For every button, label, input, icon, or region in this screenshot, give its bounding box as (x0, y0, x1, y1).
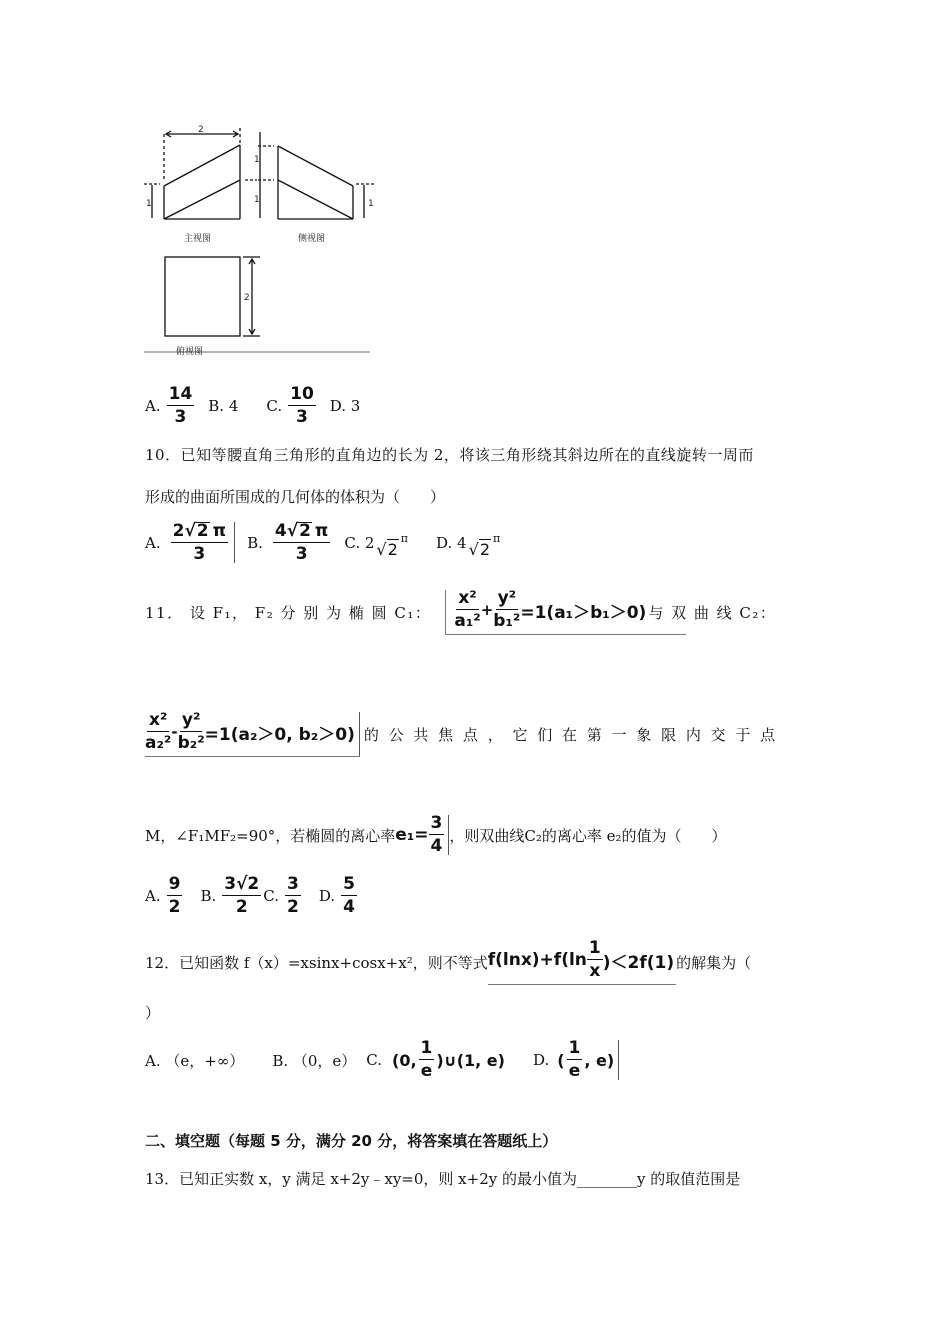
q9-option-a-fraction (167, 386, 195, 426)
side-view-label: 侧视图 (298, 234, 326, 244)
interval-part-b: )∪(1, e) (436, 1050, 505, 1070)
frac-den: 3 (174, 407, 187, 427)
ineq-part-b: )＜2f(1) (602, 952, 675, 973)
ellipse-tail: =1(a₁＞b₁＞0) (520, 602, 647, 623)
frac-num: x² (458, 588, 477, 608)
q10-option-d-radicand: 2 (479, 539, 490, 559)
radicand: 2 (196, 521, 209, 541)
q12-tail: 的解集为（ (676, 954, 752, 972)
q9-option-c-fraction (288, 386, 316, 426)
interval-part-a: (0, (392, 1050, 417, 1070)
q10-option-a-fraction: $\frac{2√2 \pi}{3}$ (171, 522, 235, 563)
q11-option-c-fraction (285, 876, 301, 916)
q11-line3 (145, 815, 727, 855)
frac-num: 1 (420, 1038, 433, 1058)
coef: 4 (274, 521, 287, 541)
q11-mid: 与 双 曲 线 C₂： (648, 604, 777, 622)
dim-side-left-low: 1 (254, 195, 260, 205)
frac-num: 9 (168, 874, 181, 894)
interval-part-a: ( (557, 1050, 565, 1070)
frac-num: 3√2 (224, 874, 260, 894)
q12-option-a: A. （e，+∞） (145, 1051, 245, 1070)
q11-line2 (145, 712, 778, 757)
q11-option-b-fraction (222, 876, 261, 916)
radicand: 2 (299, 521, 311, 541)
three-view-figure (140, 122, 380, 362)
q9-option-a-label: A. (145, 397, 161, 415)
q9-option-b: B. 4 (208, 397, 239, 415)
q11-line3-head: M，∠F₁MF₂=90°，若椭圆的离心率 (145, 826, 396, 845)
frac-num: 14 (168, 384, 193, 404)
pi-symbol: π (212, 521, 227, 541)
q11-option-b-label: B. (200, 887, 217, 905)
frac-den: a₂² (145, 733, 172, 753)
frac-den: b₂² (177, 733, 205, 753)
q11-option-d-label: D. (318, 887, 336, 905)
q10-option-d-pi: π (493, 532, 501, 545)
q12-inequality (488, 940, 676, 985)
q10-options: A. $\frac{2√2 \pi}{3}$ B. $\frac{4√2 \pi}{3}$ C. 2 √2 π D. 4 √2 π (145, 521, 501, 564)
interval-part-b: , e) (584, 1050, 615, 1070)
frac-num: 10 (290, 384, 314, 404)
frac-den: e (420, 1061, 433, 1081)
ineq-part-a: f(lnx)+f(ln (487, 950, 587, 970)
dim-width-label: 2 (198, 125, 204, 135)
coef: 2 (172, 521, 185, 541)
q10-option-c-pi: π (400, 532, 409, 545)
q12-line2: ） (145, 1004, 161, 1022)
front-view-label: 主视图 (184, 234, 212, 244)
q12-options (145, 1040, 619, 1080)
frac-den: 3 (193, 544, 206, 564)
q9-options (145, 386, 360, 426)
q10-option-b-fraction: $\frac{4√2 \pi}{3}$ (274, 521, 329, 564)
q10-option-c-radicand: 2 (387, 539, 398, 559)
minus-sign: - (171, 723, 178, 741)
frac-num: 1 (588, 938, 601, 958)
frac-den: 4 (343, 897, 355, 917)
frac-den: 2 (168, 897, 181, 917)
q12-option-d-label: D. (532, 1051, 550, 1069)
e1-symbol: e₁= (395, 825, 429, 845)
frac-num: 5 (343, 874, 355, 894)
hyperbola-equation (145, 712, 360, 757)
frac-den: 3 (296, 407, 308, 427)
q10-option-c-label: C. 2 (344, 533, 375, 552)
frac-den: x (589, 961, 601, 981)
q9-option-d: D. 3 (329, 397, 361, 415)
q11-option-a-fraction (167, 876, 183, 916)
q12-option-c-label: C. (366, 1051, 383, 1069)
e1-expression (395, 815, 449, 855)
q11-options (145, 876, 357, 916)
frac-num: 1 (568, 1038, 581, 1058)
q11-option-c-label: C. (263, 887, 279, 905)
q11-line2-tail: 的 公 共 焦 点 ， 它 们 在 第 一 象 限 内 交 于 点 (363, 726, 778, 744)
q11-option-d-fraction (341, 876, 357, 916)
q11-line1 (145, 590, 776, 635)
q10-option-d-label: D. 4 (436, 533, 467, 552)
dim-front-left: 1 (146, 199, 152, 209)
section2-title: 二、填空题（每题 5 分，满分 20 分，将答案填在答题纸上） (145, 1132, 558, 1150)
frac-den: 2 (235, 897, 248, 917)
q12-head: 12．已知函数 f（x）=xsinx+cosx+x²，则不等式 (145, 954, 488, 972)
frac-den: 2 (286, 897, 299, 917)
q10-option-a-label: A. (145, 533, 161, 552)
frac-den: e (568, 1061, 581, 1081)
frac-den: 3 (295, 544, 308, 564)
q11-line3-tail: ，则双曲线C₂的离心率 e₂的值为（ ） (449, 826, 727, 845)
q13-line1: 13．已知正实数 x，y 满足 x+2y﹣xy=0，则 x+2y 的最小值为________y 的取值范围是 (145, 1170, 741, 1188)
top-view-label: 俯视图 (176, 347, 204, 357)
q12-option-d-interval (557, 1040, 619, 1080)
hyperbola-tail: =1(a₂＞0, b₂＞0) (204, 724, 355, 745)
q12-option-b: B. （0，e） (272, 1051, 357, 1070)
frac-den: b₁² (493, 611, 521, 631)
dim-side-left: 1 (254, 155, 260, 165)
dim-side-right: 1 (368, 199, 374, 209)
plus-sign: + (480, 601, 494, 619)
dim-top-label: 2 (244, 293, 250, 303)
frac-num: 3 (430, 813, 443, 833)
q10-line2: 形成的曲面所围成的几何体的体积为（ ） (145, 488, 446, 506)
frac-num: x² (148, 710, 168, 730)
frac-num: 3 (286, 874, 299, 894)
q10-option-b-label: B. (247, 533, 263, 552)
pi-symbol: π (314, 521, 329, 541)
q11-lead: 11． 设 F₁， F₂ 分 别 为 椭 圆 C₁： (145, 604, 432, 622)
frac-den: a₁² (454, 611, 481, 631)
q12-option-c-interval (392, 1040, 505, 1080)
frac-num: y² (497, 588, 517, 608)
front-view (144, 128, 257, 219)
q9-option-c-label: C. (266, 397, 283, 415)
frac-den: 4 (430, 836, 443, 856)
q12-line1 (145, 940, 751, 985)
q10-line1: 10．已知等腰直角三角形的直角边的长为 2，将该三角形绕其斜边所在的直线旋转一周而 (145, 446, 754, 464)
q11-option-a-label: A. (145, 887, 161, 905)
frac-num: y² (181, 710, 201, 730)
side-view (258, 132, 374, 219)
